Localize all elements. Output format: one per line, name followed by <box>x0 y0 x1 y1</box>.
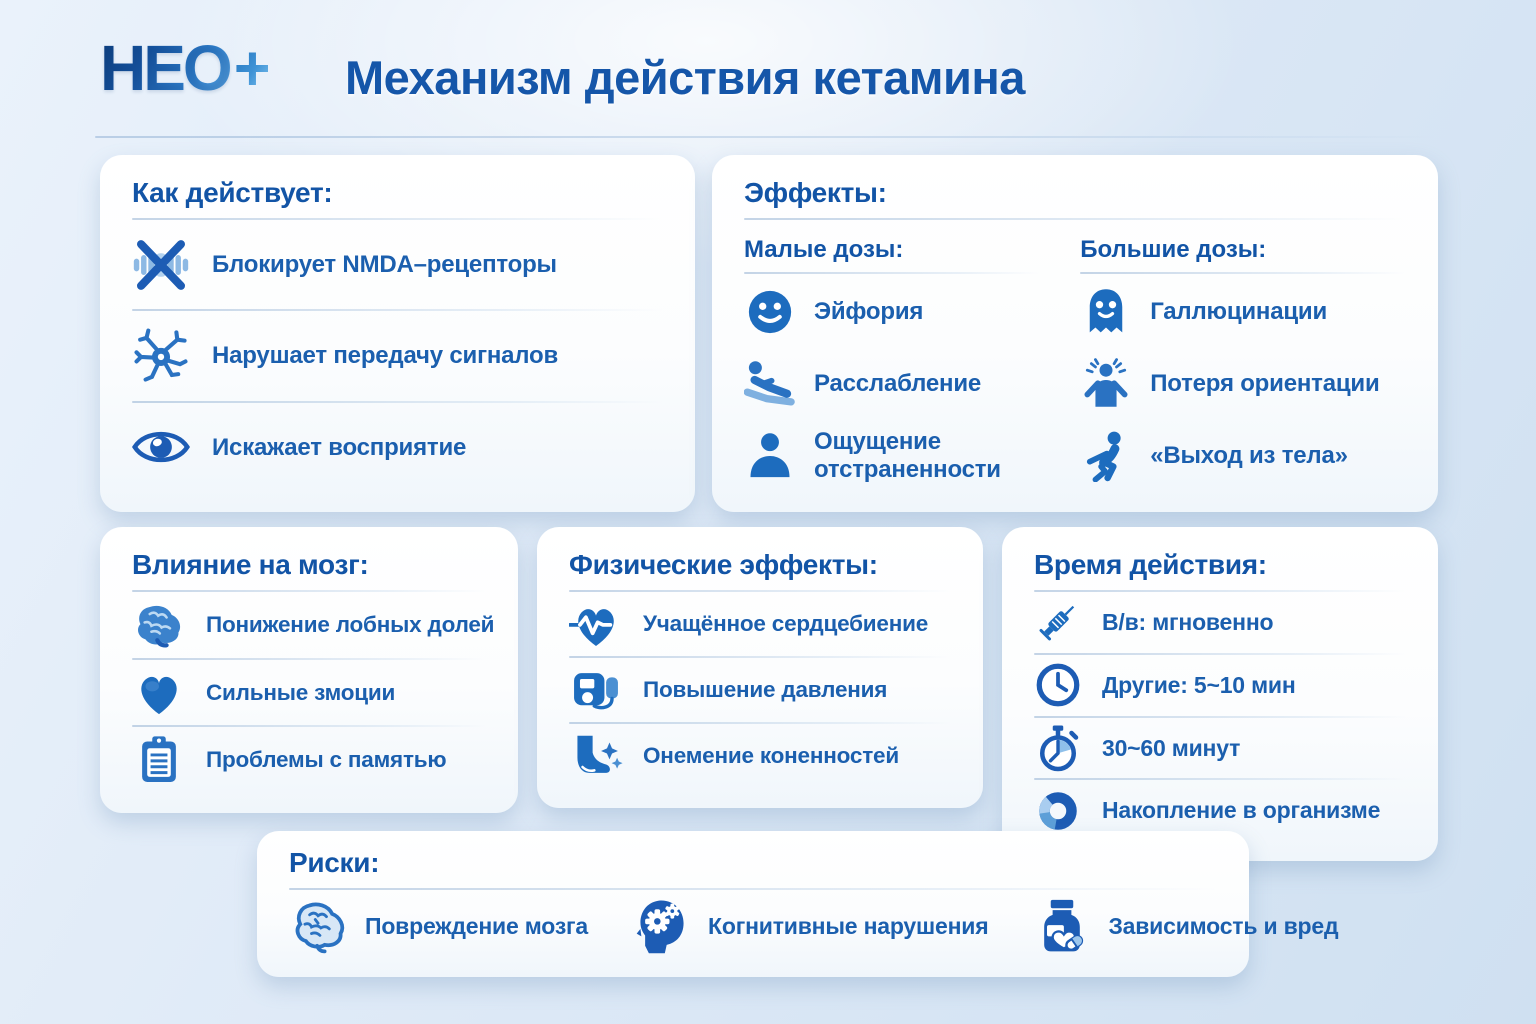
item-label: В/в: мгновенно <box>1102 609 1274 636</box>
pill-bottle-icon <box>1032 897 1092 957</box>
list-item <box>132 311 663 400</box>
person-reclining-icon <box>744 358 796 410</box>
item-label: Проблемы с памятью <box>206 747 447 773</box>
brand-logo <box>100 32 269 104</box>
list-item <box>132 660 486 726</box>
list-item <box>132 727 486 793</box>
item-label: Другие: 5~10 мин <box>1102 671 1296 698</box>
item-label: Учащённое сердцебиение <box>643 611 929 637</box>
card-risks-title: Риски: <box>289 847 380 878</box>
item-label: Повышение давления <box>643 677 888 703</box>
item-label: Потеря ориентации <box>1150 370 1380 398</box>
list-item <box>1034 592 1406 653</box>
foot-numb-icon <box>569 729 623 783</box>
person-icon <box>744 430 796 482</box>
person-floating-icon <box>1080 430 1132 482</box>
page-title: Механизм действия кетамина <box>345 51 1025 104</box>
card-effects-title: Эффекты: <box>744 177 887 208</box>
item-label: Галлюцинации <box>1150 298 1328 326</box>
item-label: Накопление в организме <box>1102 797 1381 824</box>
list-item <box>744 348 1040 420</box>
item-label: Когнитивные нарушения <box>708 913 989 940</box>
clock-icon <box>1034 661 1082 709</box>
list-item <box>289 897 588 957</box>
pie-chart-icon <box>1034 787 1082 835</box>
list-item <box>132 220 663 309</box>
brain-damage-icon <box>289 897 349 957</box>
item-label: Нарушает передачу сигналов <box>212 342 559 370</box>
item-label: Понижение лобных долей <box>206 611 495 637</box>
card-timing-title: Время действия: <box>1034 549 1267 580</box>
card-physical-effects <box>537 527 983 808</box>
neuron-icon <box>132 327 190 385</box>
card-effects <box>712 155 1438 512</box>
card-brain-influence <box>100 527 518 813</box>
divider <box>744 218 1406 220</box>
card-timing <box>1002 527 1438 861</box>
item-label: Онемение коненностей <box>643 743 899 769</box>
list-item <box>1080 276 1406 348</box>
item-label: Повреждение мозга <box>365 913 589 940</box>
plus-icon: + <box>233 32 269 104</box>
blood-pressure-icon <box>569 663 623 717</box>
heart-icon <box>132 666 186 720</box>
brain-icon <box>132 598 186 652</box>
small-doses-column <box>744 236 1040 492</box>
item-label: Сильные змоции <box>206 679 396 705</box>
ghost-icon <box>1080 286 1132 338</box>
card-risks <box>257 831 1339 977</box>
header-divider <box>95 136 1440 138</box>
list-item <box>569 658 951 722</box>
large-doses-column <box>1080 236 1406 492</box>
item-label: Ощущение отстраненности <box>814 428 1001 483</box>
list-item <box>132 592 495 658</box>
list-item <box>632 897 988 957</box>
card-how-title: Как действует: <box>132 177 333 208</box>
divider <box>744 272 1040 274</box>
list-item <box>1034 718 1406 779</box>
list-item <box>1080 420 1406 492</box>
item-label: 30~60 минут <box>1102 734 1241 761</box>
person-disoriented-icon <box>1080 358 1132 410</box>
divider <box>289 888 1217 890</box>
item-label: «Выход из тела» <box>1150 442 1348 470</box>
list-item <box>132 403 663 492</box>
list-item <box>1032 897 1338 957</box>
item-label: Блокирует NMDA–рецепторы <box>212 250 557 278</box>
smiley-icon <box>744 286 796 338</box>
card-brain-title: Влияние на мозг: <box>132 549 369 580</box>
brand-logo-text: НЕО <box>100 32 230 104</box>
small-doses-title: Малые дозы: <box>744 236 904 263</box>
stopwatch-icon <box>1034 724 1082 772</box>
item-label: Зависимость и вред <box>1108 913 1339 940</box>
large-doses-title: Большие дозы: <box>1080 236 1267 263</box>
head-gears-icon <box>632 897 692 957</box>
list-item <box>1034 655 1406 716</box>
list-item <box>744 276 1040 348</box>
receptor-blocked-icon <box>132 236 190 294</box>
list-item <box>1080 348 1406 420</box>
list-item <box>569 724 951 788</box>
item-label: Расслабление <box>814 370 982 398</box>
card-how-it-works <box>100 155 695 512</box>
syringe-icon <box>1034 598 1082 646</box>
item-label: Эйфория <box>814 298 924 326</box>
divider <box>1080 272 1406 274</box>
heart-pulse-icon <box>569 597 623 651</box>
list-item <box>744 420 1040 492</box>
item-label: Искажает восприятие <box>212 433 467 461</box>
eye-icon <box>132 418 190 476</box>
clipboard-icon <box>132 733 186 787</box>
card-physical-title: Физические эффекты: <box>569 549 878 580</box>
list-item <box>569 592 951 656</box>
